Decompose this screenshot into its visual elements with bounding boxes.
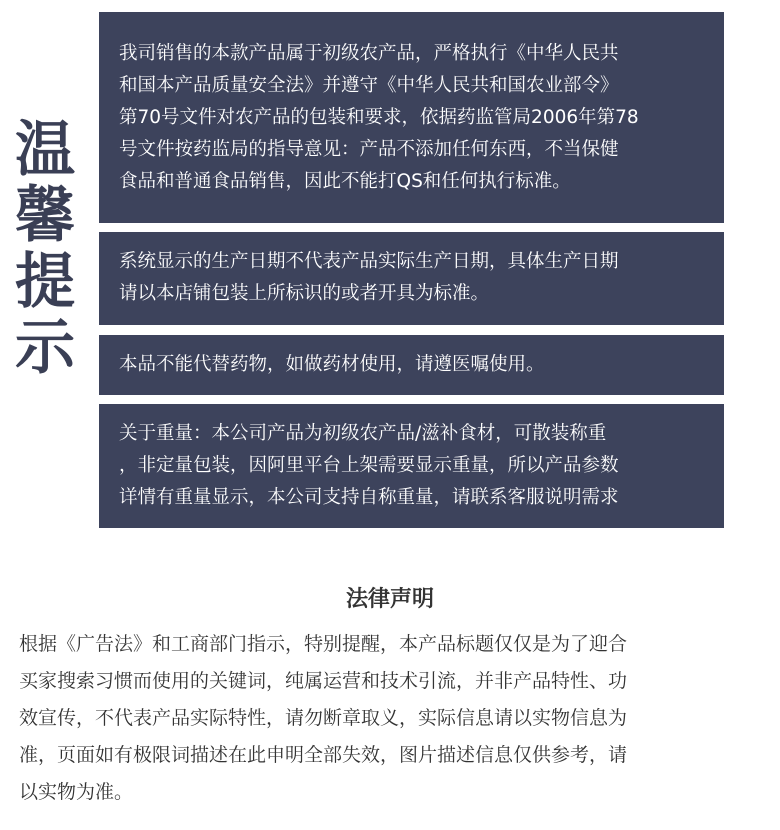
notice-panel-production-date xyxy=(99,232,724,325)
notice-text: 关于重量：本公司产品为初级农产品/滋补食材，可散装称重 ，非定量包装，因阿里平台上架需要显示重量，所以产品参数 详情有重量显示，本公司支持自称重量，请联系客服说明需求 xyxy=(119,423,619,508)
notice-text: 系统显示的生产日期不代表产品实际生产日期，具体生产日期 请以本店铺包装上所标识的或者开具为标准。 xyxy=(119,251,619,304)
warm-tips-char: 温 xyxy=(15,115,75,185)
warm-tips-char: 提 xyxy=(15,247,75,317)
notice-text: 我司销售的本款产品属于初级农产品，严格执行《中华人民共 和国本产品质量安全法》并遵守《中华人民共和国农业部令》 第70号文件对农产品的包装和要求，依据药监管局2006年第78 号文件按药监局的指导意见：产品不添加任何东西，不当保健 食品和普通食品销售，因此不能打QS和任何执行标准。 xyxy=(119,43,639,192)
legal-statement-body: 根据《广告法》和工商部门指示，特别提醒，本产品标题仅仅是为了迎合 买家搜索习惯而使用的关键词，纯属运营和技术引流，并非产品特性、功 效宣传，不代表产品实际特性，请勿断章取义，实际信息请以实物信息为 准，页面如有极限词描述在此申明全部失效，图片描述信息仅供参考，请 以实物为准。 xyxy=(19,633,628,803)
notice-panel-weight xyxy=(99,404,724,528)
notice-text: 本品不能代替药物，如做药材使用，请遵医嘱使用。 xyxy=(119,354,545,375)
warm-tips-char: 示 xyxy=(15,313,75,383)
warm-tips-char: 馨 xyxy=(15,181,75,251)
notice-panel-not-medicine xyxy=(99,335,724,395)
warm-tips-heading xyxy=(10,115,80,383)
notice-panel-regulation xyxy=(99,12,724,223)
legal-statement-title: 法律声明 xyxy=(345,587,434,612)
